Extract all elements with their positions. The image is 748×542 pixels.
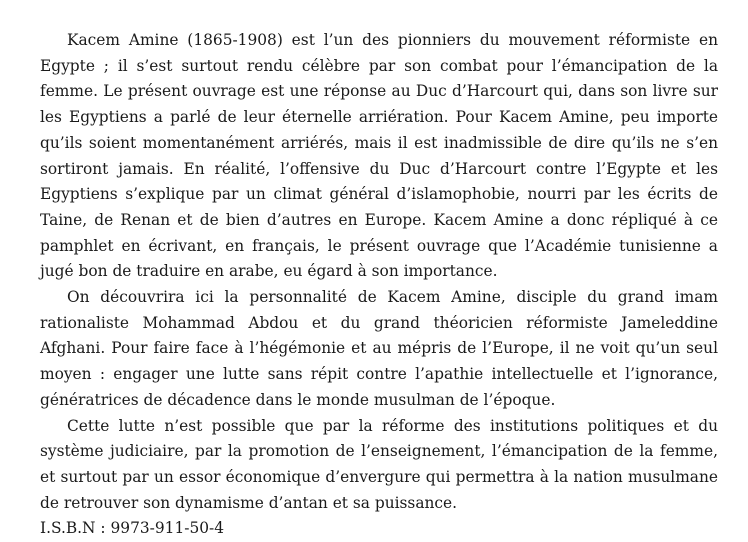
document-page <box>40 28 718 542</box>
paragraph-intro: Kacem Amine (1865-1908) est l’un des pionniers du mouvement réformiste en Egypte ; il s’est surtout rendu célèbre par son combat pour l’émancipation de la femme. Le présent ouvrage est une réponse au Duc d’Harcourt qui, dans son livre sur les Egyptiens a parlé de leur éternelle arriération. Pour Kacem Amine, peu importe qu’ils soient momentanément arriérés, mais il est inadmissible de dire qu’ils ne s’en sortiront jamais. En réalité, l’offensive du Duc d’Harcourt contre l’Egypte et les Egyptiens s’explique par un climat général d’islamophobie, nourri par les écrits de Taine, de Renan et de bien d’autres en Europe. Kacem Amine a donc répliqué à ce pamphlet en écrivant, en français, le présent ouvrage que l’Académie tunisienne a jugé bon de traduire en arabe, eu égard à son importance. <box>40 31 718 281</box>
paragraph-reform: Cette lutte n’est possible que par la réforme des institutions politiques et du système judiciaire, par la promotion de l’enseignement, l’émancipation de la femme, et surtout par un essor économique d’envergure qui permettra à la nation musulmane de retrouver son dynamisme d’antan et sa puissance. <box>40 416 718 512</box>
paragraph-personality: On découvrira ici la personnalité de Kacem Amine, disciple du grand imam rationaliste Mohammad Abdou et du grand théoricien réformiste Jameleddine Afghani. Pour faire face à l’hégémonie et au mépris de l’Europe, il ne voit qu’un seul moyen : engager une lutte sans répit contre l’apathie intellectuelle et l’ignorance, génératrices de décadence dans le monde musulman de l’époque. <box>40 288 718 409</box>
isbn-line: I.S.B.N : 9973-911-50-4 <box>40 519 225 538</box>
